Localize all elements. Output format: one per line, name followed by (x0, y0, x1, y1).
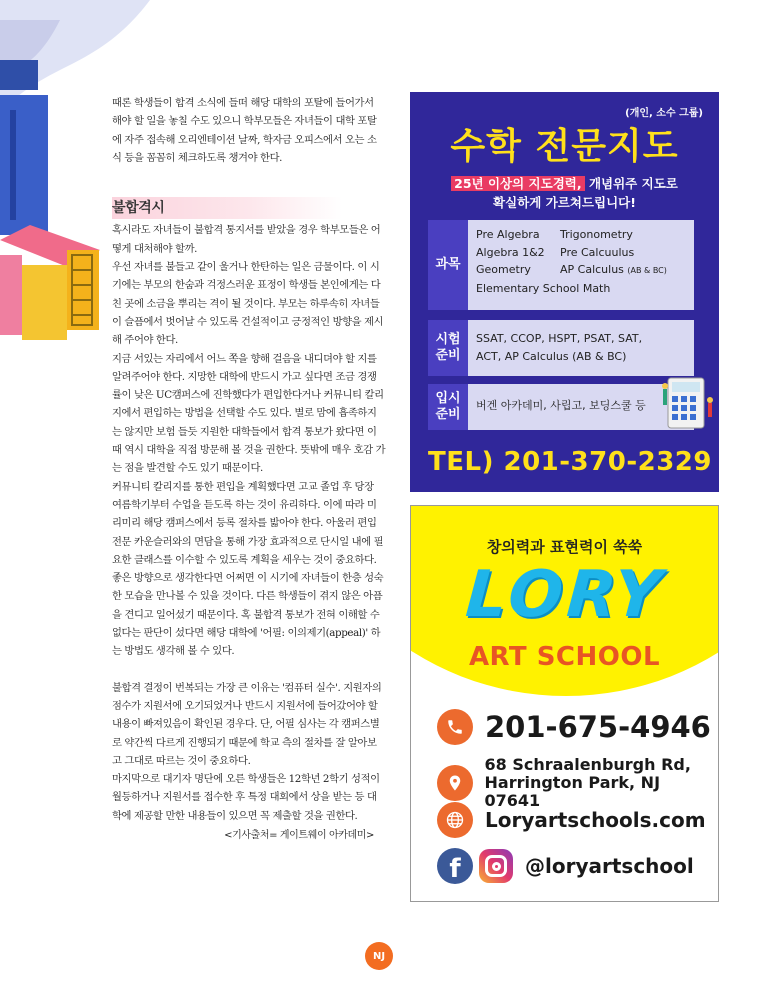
art-school-title: ART SCHOOL (468, 642, 661, 672)
phone-icon (437, 709, 473, 745)
paragraph: 지금 서있는 자리에서 어느 쪽을 향해 걸음을 내디뎌야 할 지를 알려주어야 한다. 지망한 대학에 반드시 가고 싶다면 조금 경쟁률이 낮은 UC캠퍼스에 진학했다가 편입한다거나 커뮤니티 칼리지에서 편입하는 방법을 선택할 수도 있다. 별로 맘에 흡족하지는 않지만 보험 들듯 지원한 대학들에서 합격 통보가 왔다면 이때 역시 대학을 직접 방문해 볼 것을 권한다. 뜻밖에 매우 호감 가는 점을 발견할 수도 있기 때문이다. (112, 352, 386, 475)
phone-number[interactable]: 201-675-4946 (485, 710, 711, 744)
test-prep-box (468, 320, 694, 376)
paragraph: 혹시라도 자녀들이 불합격 통지서를 받았을 경우 학부모들은 어떻게 대처해야 할까. (112, 224, 381, 255)
paragraph: 불합격 결정이 번복되는 가장 큰 이유는 '컴퓨터 실수'. 지원자의 점수가 지원서에 오기되었거나 반드시 지원서에 들어갔어야 할 내용이 빠져있음이 확인된 경우다. 단, 어필 심사는 각 캠퍼스별로 약간씩 다르게 진행되기 때문에 학교 측의 절차를 잘 알아보고 그대로 따르는 것이 중요하다. (112, 681, 382, 767)
subject-item-ap: AP Calculus (AB & BC) (560, 263, 667, 276)
lory-logo: LORY (463, 558, 668, 632)
subjects-label: 과목 (428, 220, 468, 310)
ad-headline: 수학 전문지도 (450, 126, 679, 167)
ad-subheadline (410, 174, 719, 192)
lory-art-school-ad[interactable] (410, 505, 719, 902)
paragraph: 마지막으로 대기자 명단에 오른 학생들은 12학년 2학기 성적이 월등하거나 지원서를 접수한 후 특정 대회에서 상을 받는 등 대학에 제공할 만한 내용들이 있으면 꼭 제출할 것을 권한다. (112, 773, 380, 822)
ad-subheadline-2: 확실하게 가르쳐드립니다! (493, 195, 636, 210)
social-handle[interactable]: @loryartschool (525, 854, 694, 878)
test-prep-label: 시험 준비 (428, 320, 468, 376)
test-prep-text: ACT, AP Calculus (AB & BC) (476, 349, 627, 363)
article-source: <기사출처= 게이트웨이 아카데미> (224, 829, 374, 841)
article-intro: 때론 학생들이 합격 소식에 들떠 해당 대학의 포탈에 들어가서 해야 할 일을 놓칠 수도 있으니 학부모들은 자녀들이 대학 포탈에 자주 접속해 오리엔테이션 날짜, 학자금 오피스에서 오는 소식 등을 꼼꼼히 체크하도록 챙겨야 한다. (112, 97, 377, 164)
subject-item: Algebra 1&2 (476, 245, 545, 259)
address-line: Harrington Park, NJ 07641 (484, 773, 661, 810)
math-tutoring-ad[interactable] (410, 92, 719, 492)
address-line: 68 Schraalenburgh Rd, (484, 755, 691, 774)
paragraph: 좋은 방향으로 생각한다면 어쩌면 이 시기에 자녀들이 한층 성숙한 모습을 만나볼 수 있을 것이다. 다른 학생들이 겪지 않은 아픔을 견디고 일어섰기 때문이다. 혹 불합격 통보가 전혀 이해할 수 없다는 판단이 섰다면 해당 대학에 '어필: 이의제기(appeal)' 하는 방법도 생각해 볼 수 있다. (112, 572, 384, 658)
website-link[interactable]: Loryartschools.com (485, 808, 706, 832)
ad-tag: (개인, 소수 그룹) (625, 108, 703, 119)
social-row[interactable] (437, 848, 694, 884)
location-pin-icon (437, 765, 473, 801)
ad-slogan: 창의력과 표현력이 쑥쑥 (486, 538, 643, 556)
tel-number[interactable]: TEL) 201-370-2329 (428, 447, 712, 477)
subject-item: Pre Algebra (476, 228, 540, 241)
ad-header (411, 506, 718, 696)
website-row[interactable] (437, 802, 706, 838)
facebook-icon[interactable]: f (437, 848, 473, 884)
subjects-row (428, 220, 694, 310)
subject-item: Pre Calcuulus (560, 245, 635, 259)
test-prep-row (428, 320, 694, 376)
test-prep-text: SSAT, CCOP, HSPT, PSAT, SAT, (476, 332, 643, 345)
globe-icon (437, 802, 473, 838)
admission-prep-row (428, 384, 694, 430)
article (112, 94, 386, 845)
phone-row[interactable] (437, 709, 711, 745)
subjects-box (468, 220, 694, 310)
section-title: 불합격시 (112, 197, 342, 219)
admission-prep-text: 버겐 아카데미, 사립고, 보딩스쿨 등 (476, 399, 646, 412)
admission-prep-label: 입시 준비 (428, 384, 468, 430)
ad-subheadline-rest: 개념위주 지도로 (584, 176, 678, 191)
paragraph: 커뮤니티 칼리지를 통한 편입을 계획했다면 고교 졸업 후 당장 여름학기부터 수업을 듣도록 하는 것이 유리하다. 이에 따라 미리미리 해당 캠퍼스에서 등록 절차를 밟아야 한다. 아울러 편입 전문 카운슬러와의 면담을 통해 가장 효과적으로 단시일 내에 필요한 클래스를 이수할 수 있도록 계획을 세우는 것이 중요하다. (112, 480, 384, 566)
subject-item: Trigonometry (560, 228, 633, 241)
subject-item: Elementary School Math (476, 281, 611, 295)
page-badge: NJ (365, 942, 393, 970)
ad-subheadline-highlight: 25년 이상의 지도경력, (451, 176, 584, 191)
calculator-illustration-icon (660, 374, 718, 434)
paragraph: 우선 자녀를 불들고 같이 울거나 한탄하는 일은 금물이다. 이 시기에는 부모의 한숨과 걱정스러운 표정이 학생들 본인에게는 다친 곳에 소금을 뿌리는 격이 될 것이다. 부모는 하루속히 자녀들이 슬픔에서 벗어날 수 있도록 건설적이고 긍정적인 방향을 제시해 주어야 한다. (112, 261, 384, 347)
ap-note: (AB & BC) (627, 266, 667, 275)
instagram-icon[interactable] (479, 849, 513, 883)
subject-item: Geometry (476, 263, 531, 276)
